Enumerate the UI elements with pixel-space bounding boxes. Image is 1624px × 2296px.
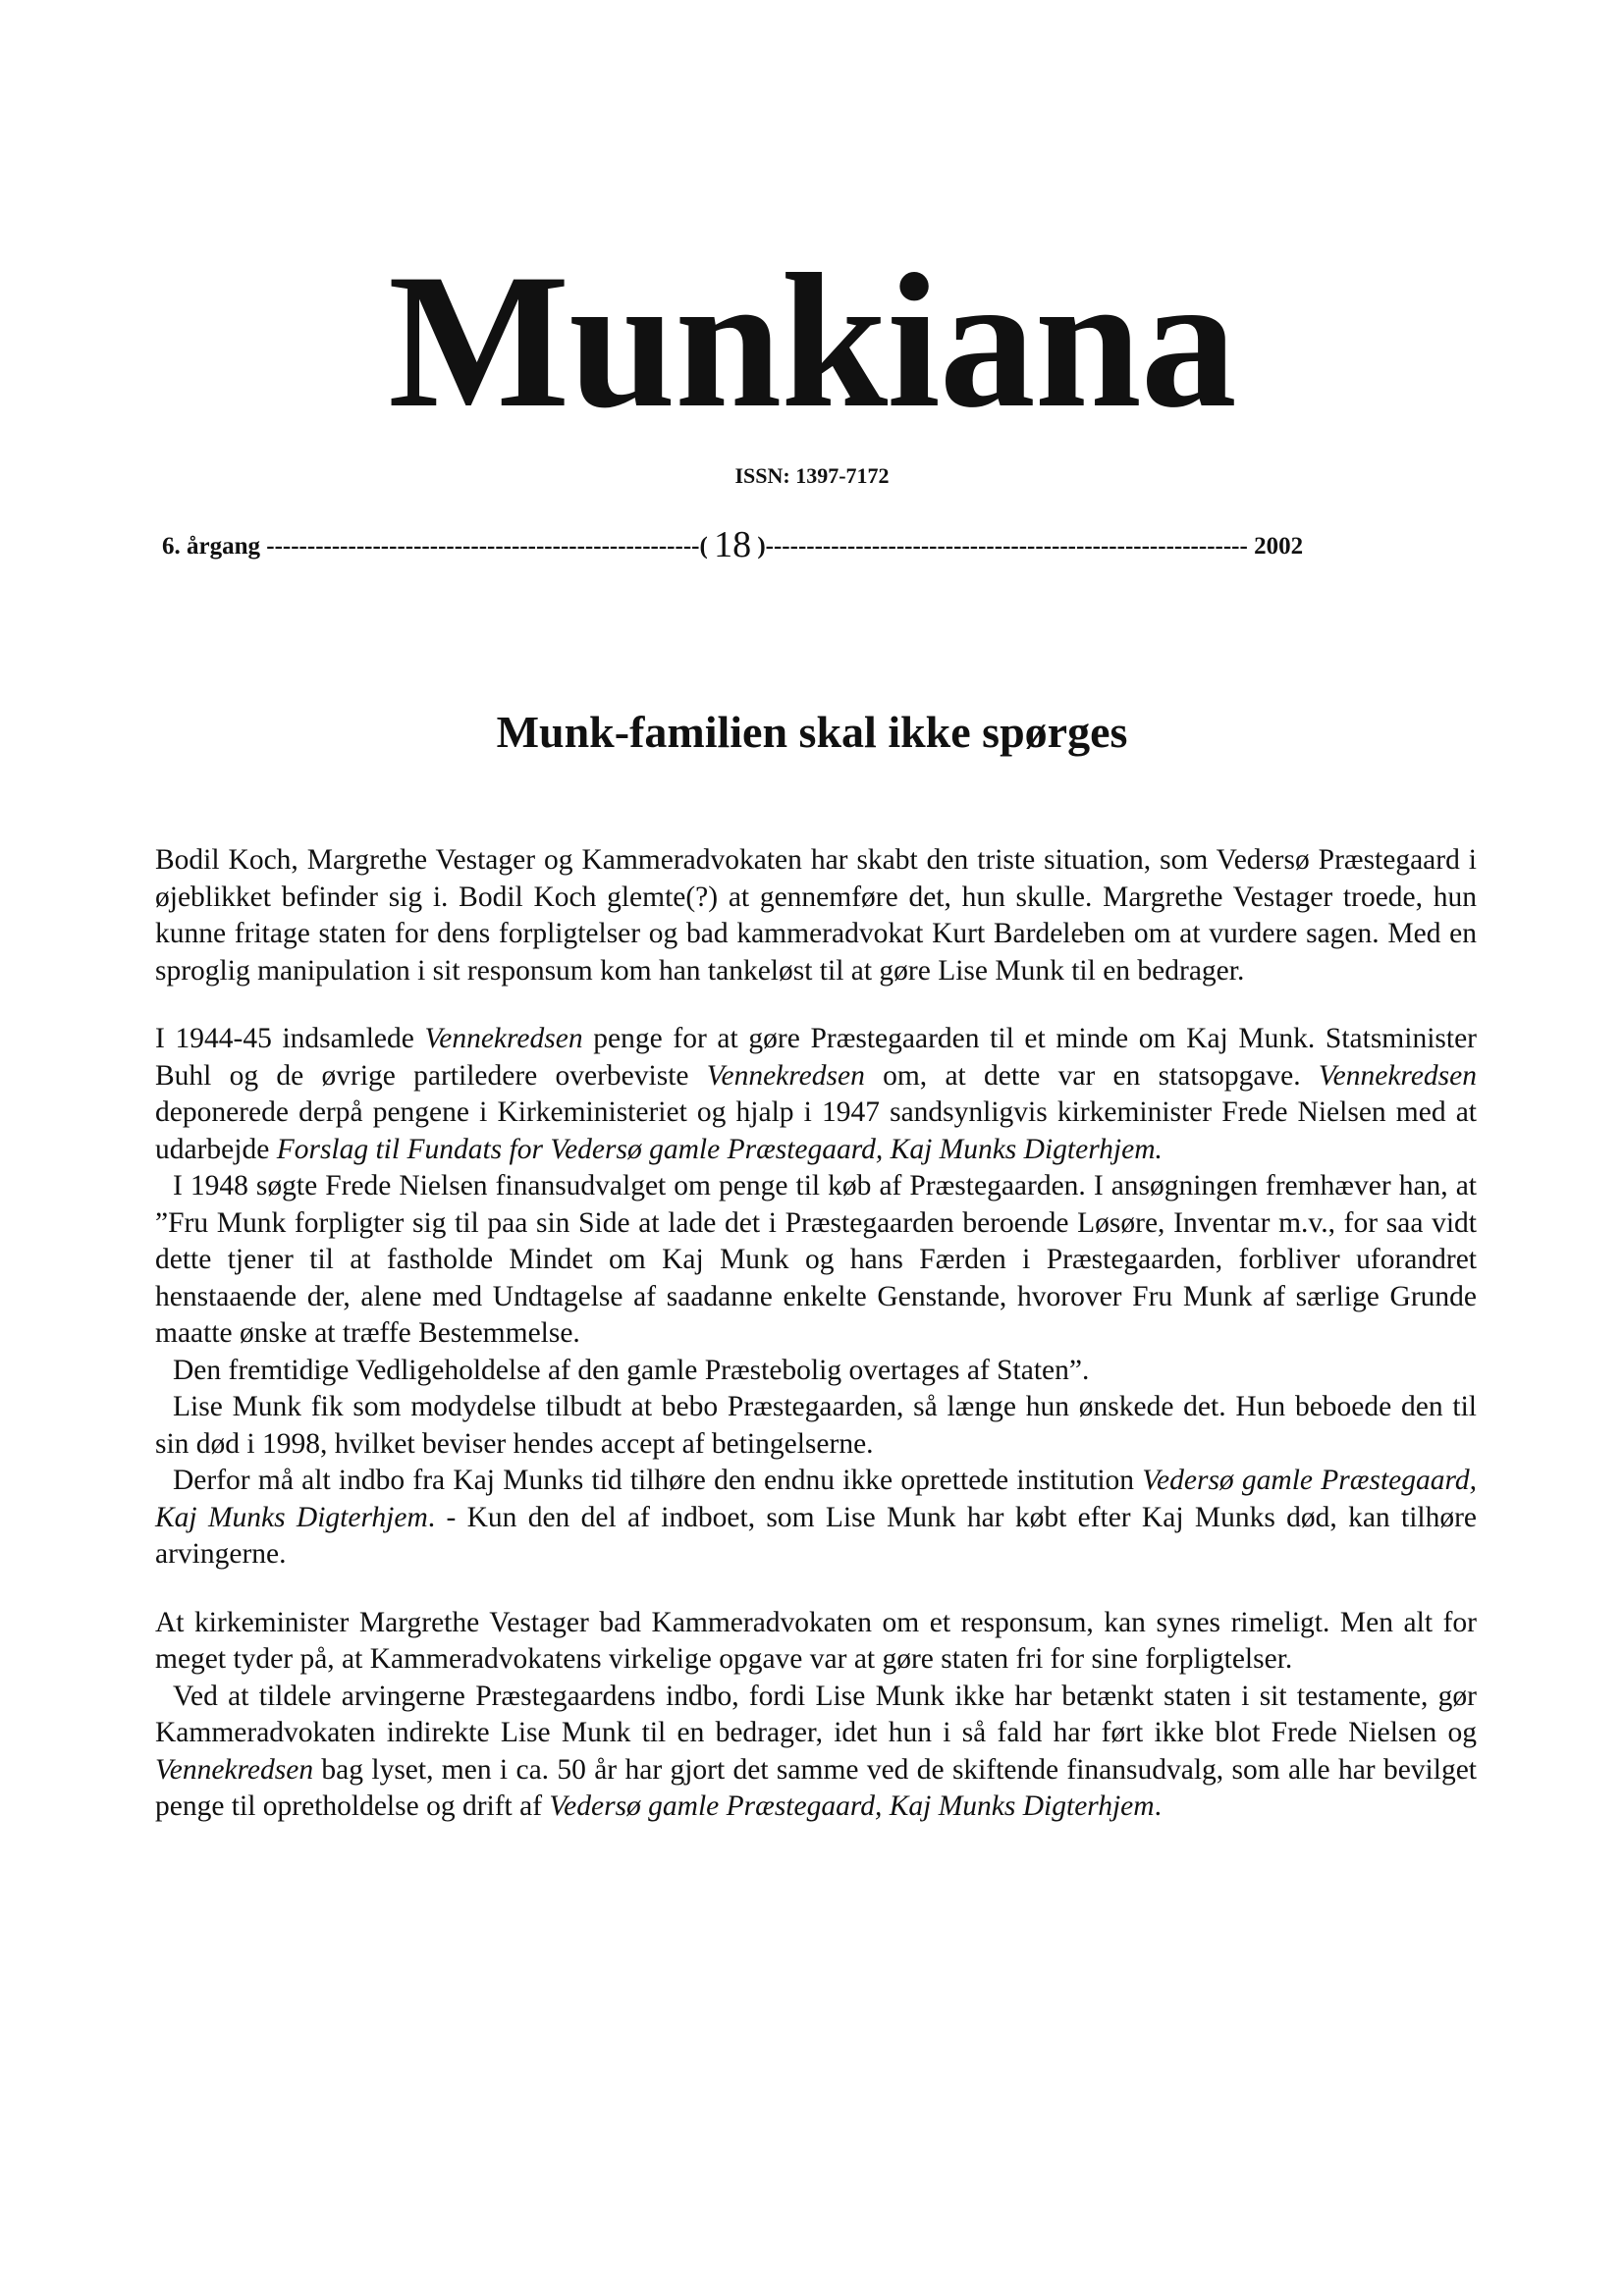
italic-title-text: Vennekredsen: [1318, 1059, 1477, 1092]
paragraph-text: deponerede derpå pengene i Kirkeministeriet og hjalp i 1947 sandsynligvis kirkeminister Frede Nielsen med at udarbejde: [155, 1096, 1477, 1165]
issn-line: ISSN: 1397-7172: [734, 463, 890, 488]
italic-title-text: Vennekredsen: [155, 1753, 314, 1786]
paragraph-text: Bodil Koch, Margrethe Vestager og Kammeradvokaten har skabt den triste situation, som Vedersø Præstegaard i øjeblikket befinder sig i. Bodil Koch glemte(?) at gennemføre det, hun skulle. Margrethe Vestager troede, hun kunne fritage staten for dens forpligtelser og bad kammeradvokat Kurt Bardeleben om at vurdere sagen. Med en sproglig manipulation i sit responsum kom han tankeløst til at gøre Lise Munk til en bedrager.: [155, 844, 1477, 987]
paragraph-text: Den fremtidige Vedligeholdelse af den gamle Præstebolig overtages af Staten”.: [173, 1354, 1090, 1386]
paragraph-text: om, at dette var en statsopgave.: [864, 1059, 1319, 1092]
dash-rule-right: )-----------------------------------------------------------: [757, 533, 1248, 560]
journal-title: Munkiana: [388, 235, 1236, 448]
article-body: [155, 842, 1477, 1826]
article-paragraph: [155, 1679, 1477, 1826]
volume-label: 6. årgang: [162, 533, 260, 560]
paragraph-text: I 1944-45 indsamlede: [155, 1023, 425, 1054]
paragraph-text: I 1948 søgte Frede Nielsen finansudvalget om penge til køb af Præstegaarden. I ansøgningen fremhæver han, at ”Fru Munk forpligter sig til paa sin Side at lade det i Præstegaarden beroende Løsøre, Inventar m.v., for saa vidt dette tjener til at fastholde Mindet om Kaj Munk og hans Færden i Præstegaarden, forbliver uforandret henstaaende der, alene med Undtagelse af saadanne enkelte Genstande, hvorover Fru Munk af særlige Grunde maatte ønske at træffe Bestemmelse.: [155, 1170, 1477, 1349]
paragraph-text: bag lyset, men i ca. 50 år har gjort det samme ved de skiftende finansudvalg, som alle har bevilget penge til opretholdelse og drift af: [155, 1753, 1477, 1822]
italic-title-text: Vennekredsen: [424, 1023, 583, 1054]
paragraph-text: Lise Munk fik som modydelse tilbudt at bebo Præstegaarden, så længe hun ønskede det. Hun beboede den til sin død i 1998, hvilket beviser hendes accept af betingelserne.: [155, 1391, 1477, 1460]
italic-title-text: Vennekredsen: [706, 1059, 865, 1092]
issue-line: [162, 525, 1468, 566]
article-paragraph: [155, 1605, 1477, 1679]
paragraph-text: Ved at tildele arvingerne Præstegaardens indbo, fordi Lise Munk ikke har betænkt staten i sit testamente, gør Kammeradvokaten indirekte Lise Munk til en bedrager, idet hun i så fald har ført ikke blot Frede Nielsen og: [155, 1680, 1477, 1748]
paragraph-text: Derfor må alt indbo fra Kaj Munks tid tilhøre den endnu ikke oprettede institution: [173, 1465, 1143, 1496]
italic-title-text: Vedersø gamle Præstegaard, Kaj Munks Digterhjem: [549, 1790, 1155, 1822]
article-paragraph: [155, 1021, 1477, 1168]
paragraph-text: At kirkeminister Margrethe Vestager bad Kammeradvokaten om et responsum, kan synes rimeligt. Men alt for meget tyder på, at Kammeradvokatens virkelige opgave var at gøre staten fri for sine forpligtelser.: [155, 1606, 1477, 1675]
dash-rule-left: -----------------------------------------------------(: [266, 533, 708, 560]
italic-title-text: Vedersø gamle Præstegaard, Kaj Munks Digterhjem: [155, 1465, 1477, 1533]
paragraph-text: . - Kun den del af indboet, som Lise Munk har købt efter Kaj Munks død, kan tilhøre arvingerne.: [155, 1501, 1477, 1570]
year-label: 2002: [1254, 533, 1304, 560]
article-paragraph: [155, 1353, 1477, 1390]
article-paragraph: [155, 842, 1477, 989]
article-title: Munk-familien skal ikke spørges: [496, 707, 1128, 757]
article-paragraph: [155, 1463, 1477, 1574]
article-paragraph: [155, 1389, 1477, 1463]
article-paragraph: [155, 1168, 1477, 1353]
italic-title-text: Forslag til Fundats for Vedersø gamle Præstegaard, Kaj Munks Digterhjem.: [276, 1133, 1163, 1165]
paragraph-text: penge for at gøre Præstegaarden til et minde om Kaj Munk. Statsminister Buhl og de øvrige partiledere overbeviste: [155, 1023, 1477, 1092]
paragraph-text: .: [1154, 1790, 1162, 1822]
issue-number: 18: [714, 525, 752, 565]
